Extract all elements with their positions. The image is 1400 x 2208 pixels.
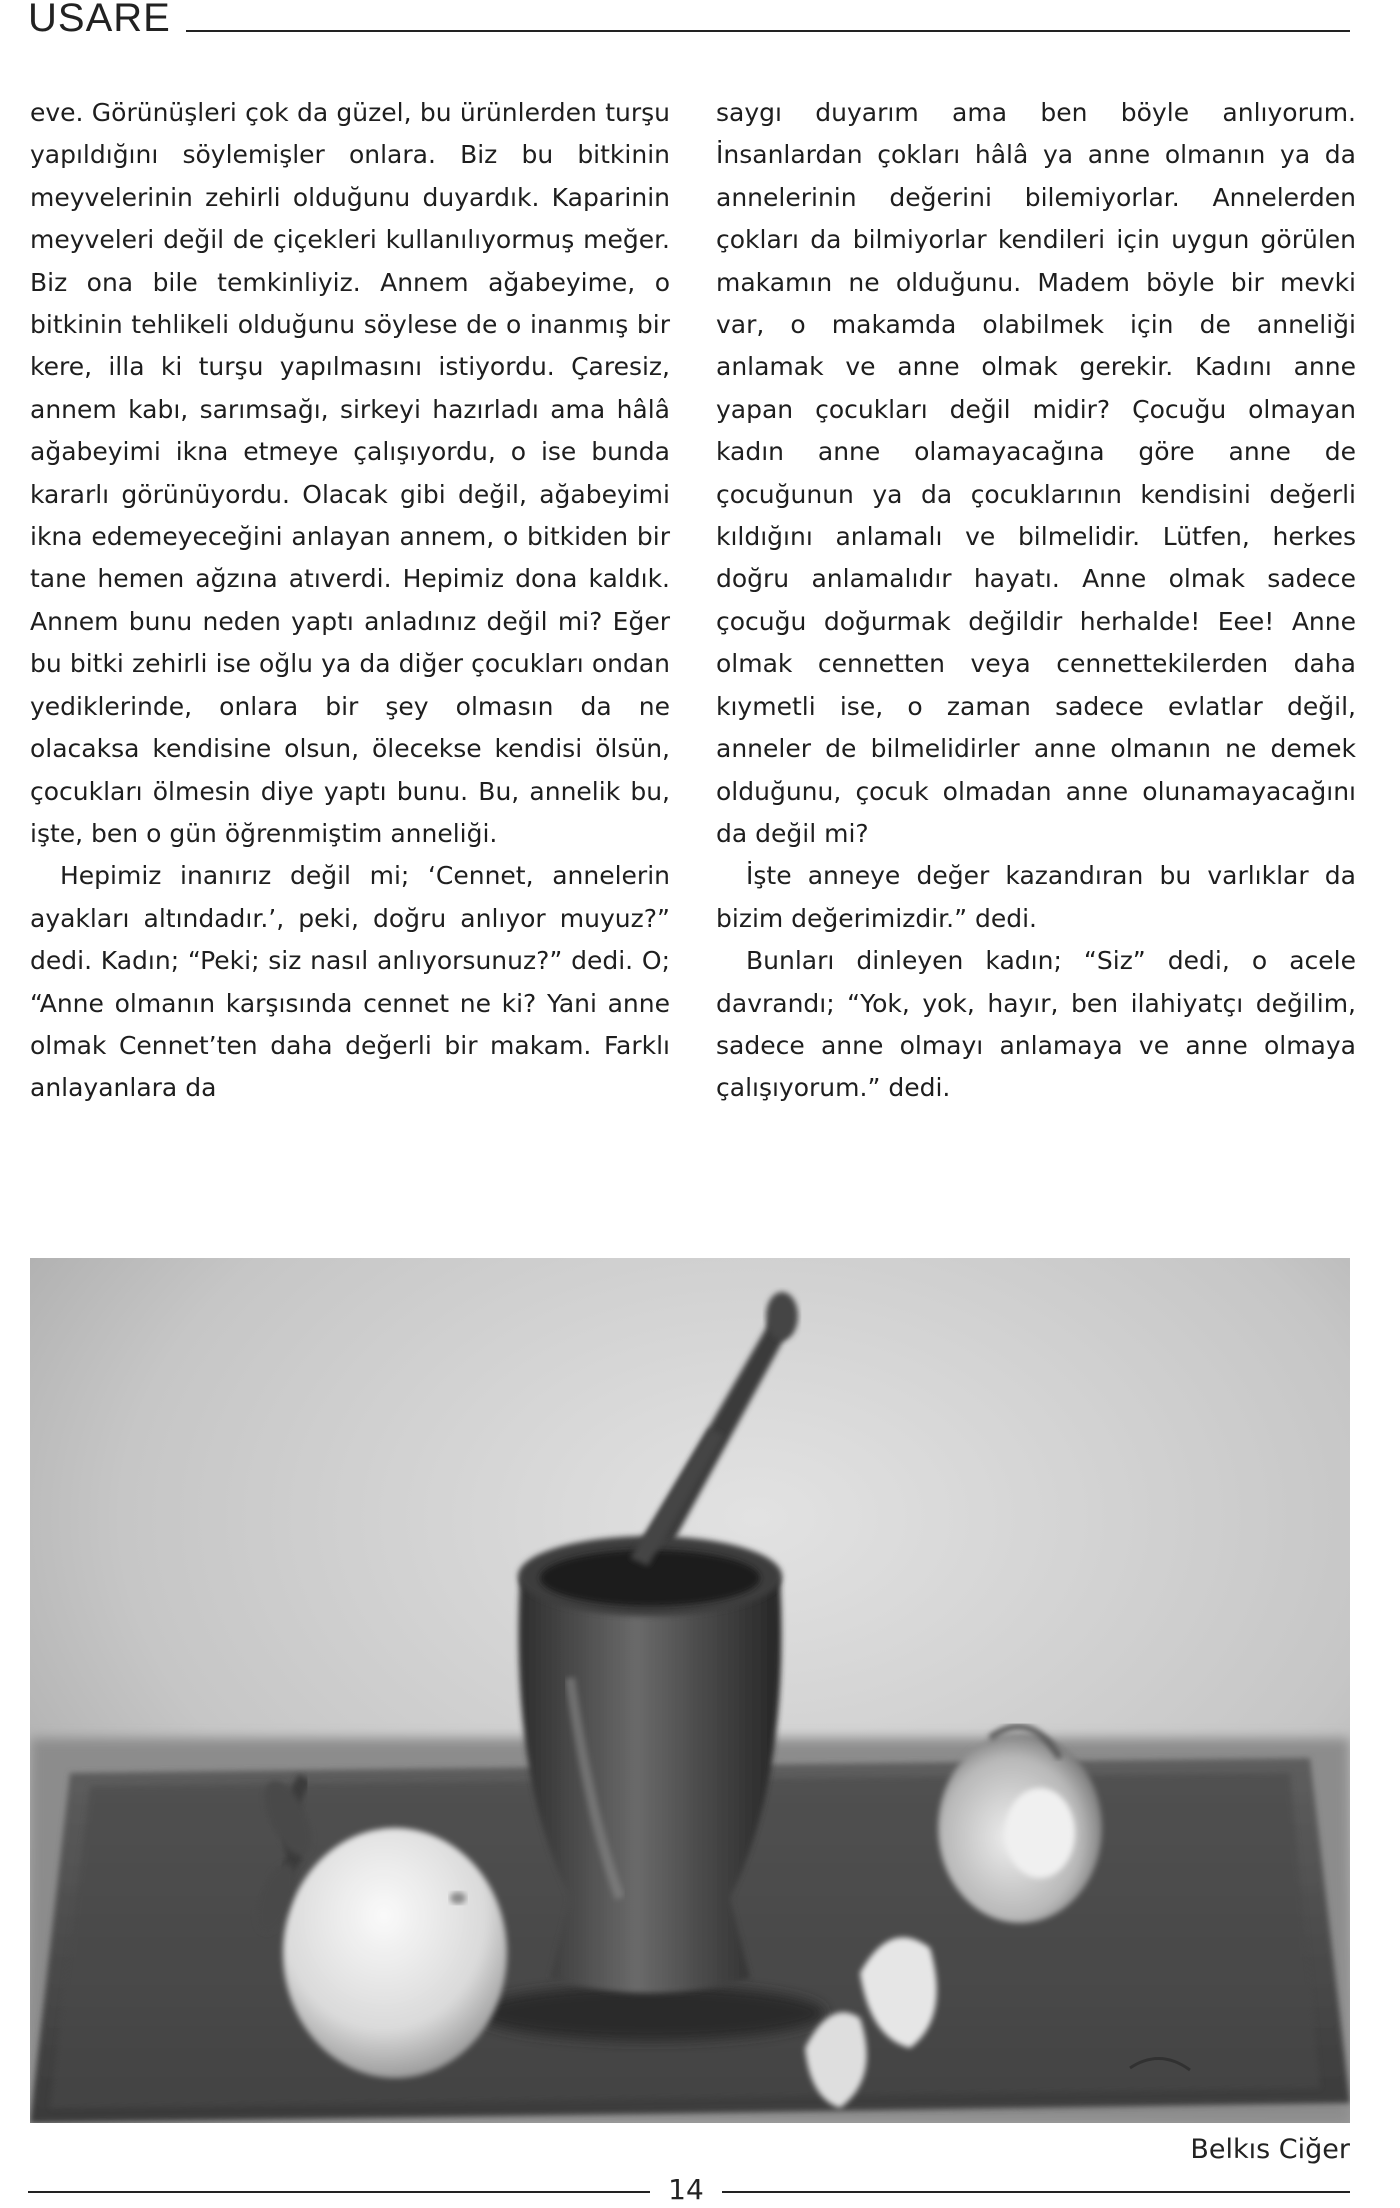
magazine-masthead: USARE <box>28 0 171 40</box>
artist-credit: Belkıs Ciğer <box>1190 2134 1350 2165</box>
still-life-painting <box>30 1258 1350 2123</box>
article-paragraph: İşte anneye değer kazandıran bu varlıklar da bizim değerimizdir.” dedi. <box>716 861 1356 933</box>
header-rule <box>186 30 1350 32</box>
page-number: 14 <box>668 2173 704 2206</box>
article-paragraph: eve. Görünüşleri çok da güzel, bu ürünlerden turşu yapıldığını söylemişler onlara. Biz bu bitkinin meyvelerinin zehirli olduğunu duyardık. Kaparinin meyveleri değil de çiçekleri kullanılıyormuş meğer. Biz ona bile temkinliyiz. Annem ağabeyime, o bitkinin tehlikeli olduğunu söylese de o inanmış bir kere, illa ki turşu yapılmasını istiyordu. Çaresiz, annem kabı, sarımsağı, sirkeyi hazırladı ama hâlâ ağabeyimi ikna etmeye çalışıyordu, o ise bunda kararlı görünüyordu. Olacak gibi değil, ağabeyimi ikna edemeyeceğini anlayan annem, o bitkiden bir tane hemen ağzına atıverdi. Hepimiz dona kaldık. Annem bunu neden yaptı anladınız değil mi? Eğer bu bitki zehirli ise oğlu ya da diğer çocukları ondan yediklerinde, onlara bir şey olmasın da ne olacaksa kendisine olsun, ölecekse kendisi ölsün, çocukları ölmesin diye yaptı bunu. Bu, annelik bu, işte, ben o gün öğrenmiştim anneliği. <box>30 98 670 848</box>
article-column-right <box>716 92 1356 1110</box>
article-paragraph: Hepimiz inanırız değil mi; ‘Cennet, annelerin ayakları altındadır.’, peki, doğru anlıyor muyuz?” dedi. Kadın; “Peki; siz nasıl anlıyorsunuz?” dedi. O; “Anne olmanın karşısında cennet ne ki? Yani anne olmak Cennet’ten daha değerli bir makam. Farklı anlayanlara da <box>30 861 670 1103</box>
page-header <box>28 0 1350 42</box>
footer-rule-right <box>722 2191 1350 2193</box>
article-paragraph: Bunları dinleyen kadın; “Siz” dedi, o acele davrandı; “Yok, yok, hayır, ben ilahiyatçı değilim, sadece anne olmayı anlamaya ve anne olmaya çalışıyorum.” dedi. <box>716 946 1356 1103</box>
footer-rule-left <box>28 2191 650 2193</box>
article-paragraph: saygı duyarım ama ben böyle anlıyorum. İnsanlardan çokları hâlâ ya anne olmanın ya da annelerinin değerini bilemiyorlar. Annelerden çokları da bilmiyorlar kendileri için uygun görülen makamın ne olduğunu. Madem böyle bir mevki var, o makamda olabilmek için de anneliği anlamak ve anne olmak gerekir. Kadını anne yapan çocukları değil midir? Çocuğu olmayan kadın anne olamayacağına göre anne de çocuğunun ya da çocuklarının kendisini değerli kıldığını anlamalı ve bilmelidir. Lütfen, herkes doğru anlamalıdır hayatı. Anne olmak sadece çocuğu doğurmak değildir herhalde! Eee! Anne olmak cennetten veya cennettekilerden daha kıymetli ise, o zaman sadece evlatlar değil, anneler de bilmelidirler anne olmanın ne demek olduğunu, çocuk olmadan anne olunamayacağını da değil mi? <box>716 98 1356 848</box>
article-column-left <box>30 92 670 1110</box>
